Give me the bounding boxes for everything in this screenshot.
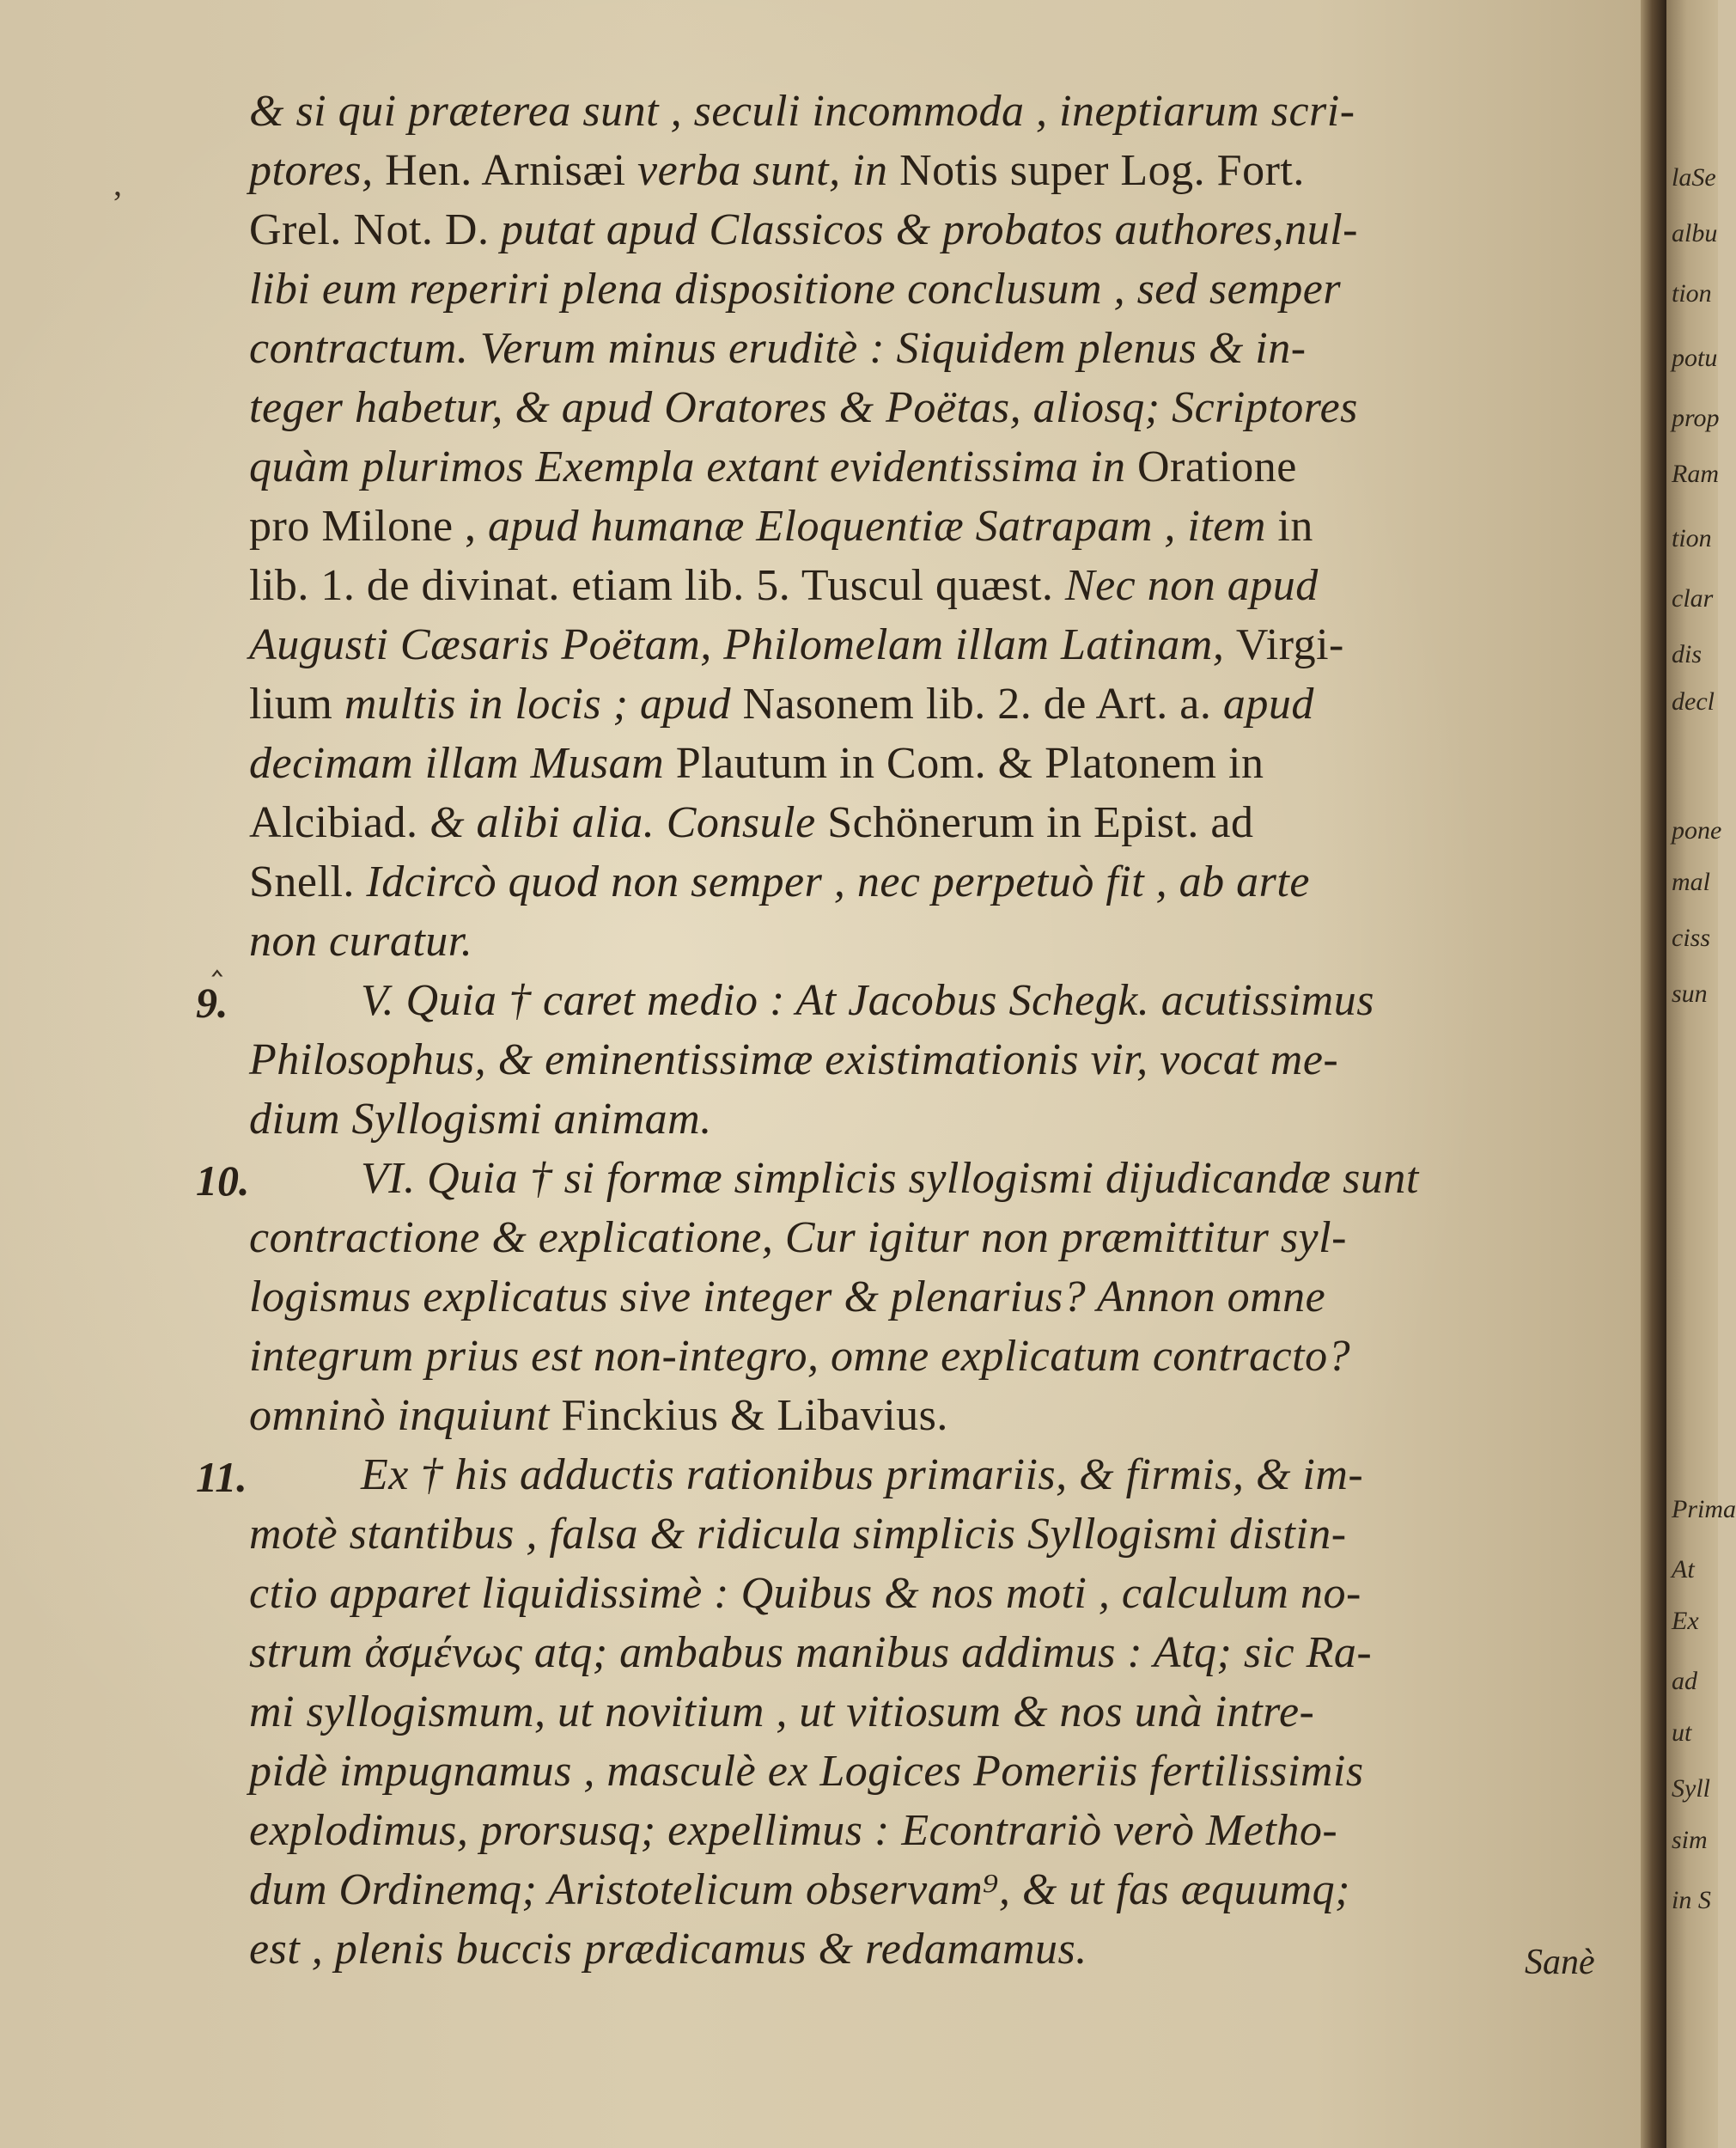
italic-text: putat apud Classicos & probatos authores,nul- (500, 205, 1358, 254)
italic-text: VI. Quia † si formæ simplicis syllogismi dijudicandæ sunt (361, 1154, 1419, 1203)
text-line (249, 259, 1598, 319)
text-line (249, 556, 1598, 615)
text-line (249, 793, 1598, 852)
roman-text: lib. 1. de divinat. etiam lib. 5. Tuscul quæst. (249, 561, 1065, 610)
italic-text: Ex † his adductis rationibus primariis, & firmis, & im- (361, 1450, 1364, 1499)
text-line (249, 912, 1598, 971)
text-line (249, 1386, 1598, 1445)
italic-text: motè stantibus , falsa & ridicula simplicis Syllogismi distin- (249, 1510, 1347, 1559)
catchword: Sanè (1525, 1943, 1595, 1982)
text-line (249, 1267, 1598, 1327)
italic-text: verba sunt, in (637, 146, 900, 195)
text-line (249, 1742, 1598, 1801)
italic-text: teger habetur, & apud Oratores & Poëtas, aliosq; Scriptores (249, 383, 1358, 432)
roman-text: Oratione (1136, 442, 1297, 491)
text-line (249, 1860, 1598, 1919)
facing-page-fragment: albu (1672, 219, 1718, 247)
margin-mark: , (113, 164, 122, 203)
italic-text: omninò inquiunt (249, 1391, 562, 1440)
text-line (249, 1564, 1598, 1623)
paragraph-number: 10. (196, 1156, 250, 1205)
italic-text: ptores, (249, 146, 386, 195)
text-line (249, 319, 1598, 378)
text-line (249, 1919, 1598, 1979)
page-text-block (249, 82, 1598, 1979)
italic-text: logismus explicatus sive integer & plenarius? Annon omne (249, 1272, 1326, 1321)
text-line (249, 615, 1598, 674)
italic-text: pidè impugnamus , masculè ex Logices Pomeriis fertilissimis (249, 1747, 1364, 1796)
text-line (249, 852, 1598, 912)
facing-page-fragment: decl (1672, 687, 1715, 716)
roman-text: lium (249, 680, 344, 729)
text-line (249, 1149, 1598, 1208)
italic-text: Idcircò quod non semper , nec perpetuò fit , ab arte (366, 857, 1310, 906)
book-gutter (1641, 0, 1666, 2148)
italic-text: Nec non apud (1064, 561, 1319, 610)
roman-text: Hen. Arnisæi (385, 146, 638, 195)
text-line (249, 141, 1598, 200)
italic-text: non curatur. (249, 917, 473, 966)
facing-page-fragment: dis (1672, 640, 1702, 668)
facing-page-fragment: mal (1672, 868, 1710, 896)
text-line (249, 1327, 1598, 1386)
facing-page-edge (1666, 0, 1736, 2148)
text-line (249, 1089, 1598, 1149)
text-line (249, 200, 1598, 259)
roman-text: Finckius & Libavius. (561, 1391, 948, 1440)
roman-text: Alcibiad. (249, 798, 430, 847)
text-line (249, 1682, 1598, 1742)
facing-page-fragment: prop (1672, 404, 1720, 432)
italic-text: contractum. Verum minus eruditè : Siquidem plenus & in- (249, 324, 1307, 373)
text-line (249, 1030, 1598, 1089)
roman-text: Virgi- (1235, 620, 1344, 669)
text-line (249, 1208, 1598, 1267)
italic-text: integrum prius est non-integro, omne explicatum contracto? (249, 1332, 1351, 1381)
facing-page-fragment: ut (1672, 1718, 1692, 1747)
italic-text: mi syllogismum, ut novitium , ut vitiosum & nos unà intre- (249, 1687, 1315, 1736)
facing-page-fragment: in S (1672, 1886, 1711, 1914)
paragraph-number: 11. (196, 1453, 247, 1501)
facing-page-fragment: potu (1672, 344, 1718, 372)
facing-page-fragment: Ram (1672, 460, 1719, 488)
text-line (249, 437, 1598, 497)
margin-mark: ‸ (211, 937, 223, 976)
facing-page-fragment: At (1672, 1555, 1695, 1584)
roman-text: in (1277, 502, 1313, 551)
facing-page-fragment: ciss (1672, 924, 1710, 952)
facing-page-fragment: laSe (1672, 163, 1716, 192)
text-line (249, 674, 1598, 734)
paragraph-number: 9. (196, 979, 228, 1027)
italic-text: libi eum reperiri plena dispositione conclusum , sed semper (249, 265, 1342, 314)
text-line (249, 734, 1598, 793)
italic-text: & si qui præterea sunt , seculi incommoda , ineptiarum scri- (249, 87, 1355, 136)
roman-text: Plautum in Com. & Platonem in (675, 739, 1264, 788)
italic-text: Augusti Cæsaris Poëtam, Philomelam illam Latinam, (249, 620, 1236, 669)
italic-text: quàm plurimos Exempla extant evidentissima in (249, 442, 1137, 491)
italic-text: explodimus, prorsusq; expellimus : Econtrariò verò Metho- (249, 1806, 1338, 1855)
facing-page-fragment: Prima (1672, 1495, 1736, 1523)
italic-text: Philosophus, & eminentissimæ existimationis vir, vocat me- (249, 1035, 1339, 1084)
italic-text: dum Ordinemq; Aristotelicum observam⁹, & ut fas æquumq; (249, 1865, 1350, 1914)
facing-page-fragment: Ex (1672, 1607, 1699, 1635)
text-line (249, 971, 1598, 1030)
text-line (249, 82, 1598, 141)
italic-text: decimam illam Musam (249, 739, 676, 788)
text-line (249, 497, 1598, 556)
facing-page-fragment: ad (1672, 1667, 1697, 1695)
text-line (249, 1623, 1598, 1682)
italic-text: dium Syllogismi animam. (249, 1095, 712, 1144)
italic-text: & alibi alia. Consule (429, 798, 828, 847)
italic-text: multis in locis ; apud (344, 680, 743, 729)
text-line (249, 378, 1598, 437)
roman-text: Notis super Log. Fort. (899, 146, 1305, 195)
text-line (249, 1801, 1598, 1860)
italic-text: apud humanæ Eloquentiæ Satrapam , item (488, 502, 1278, 551)
italic-text: apud (1222, 680, 1314, 729)
italic-text: ctio apparet liquidissimè : Quibus & nos moti , calculum no- (249, 1569, 1361, 1618)
roman-text: Nasonem lib. 2. de Art. a. (742, 680, 1223, 729)
facing-page-fragment: Syll (1672, 1774, 1710, 1803)
italic-text: contractione & explicatione, Cur igitur non præmittitur syl- (249, 1213, 1347, 1262)
facing-page-fragment: sun (1672, 979, 1708, 1008)
text-line (249, 1504, 1598, 1564)
facing-page-fragment: tion (1672, 279, 1712, 308)
roman-text: Schönerum in Epist. ad (827, 798, 1254, 847)
roman-text: Snell. (249, 857, 367, 906)
roman-text: Grel. Not. D. (249, 205, 501, 254)
roman-text: pro Milone , (249, 502, 489, 551)
italic-text: est , plenis buccis prædicamus & redamamus. (249, 1925, 1087, 1974)
text-line (249, 1445, 1598, 1504)
facing-page-fragment: sim (1672, 1826, 1708, 1854)
facing-page-fragment: pone (1672, 816, 1722, 845)
italic-text: strum ἀσμένως atq; ambabus manibus addimus : Atq; sic Ra- (249, 1628, 1373, 1677)
italic-text: V. Quia † caret medio : At Jacobus Schegk. acutissimus (361, 976, 1374, 1025)
facing-page-fragment: tion (1672, 524, 1712, 552)
facing-page-fragment: clar (1672, 584, 1714, 613)
